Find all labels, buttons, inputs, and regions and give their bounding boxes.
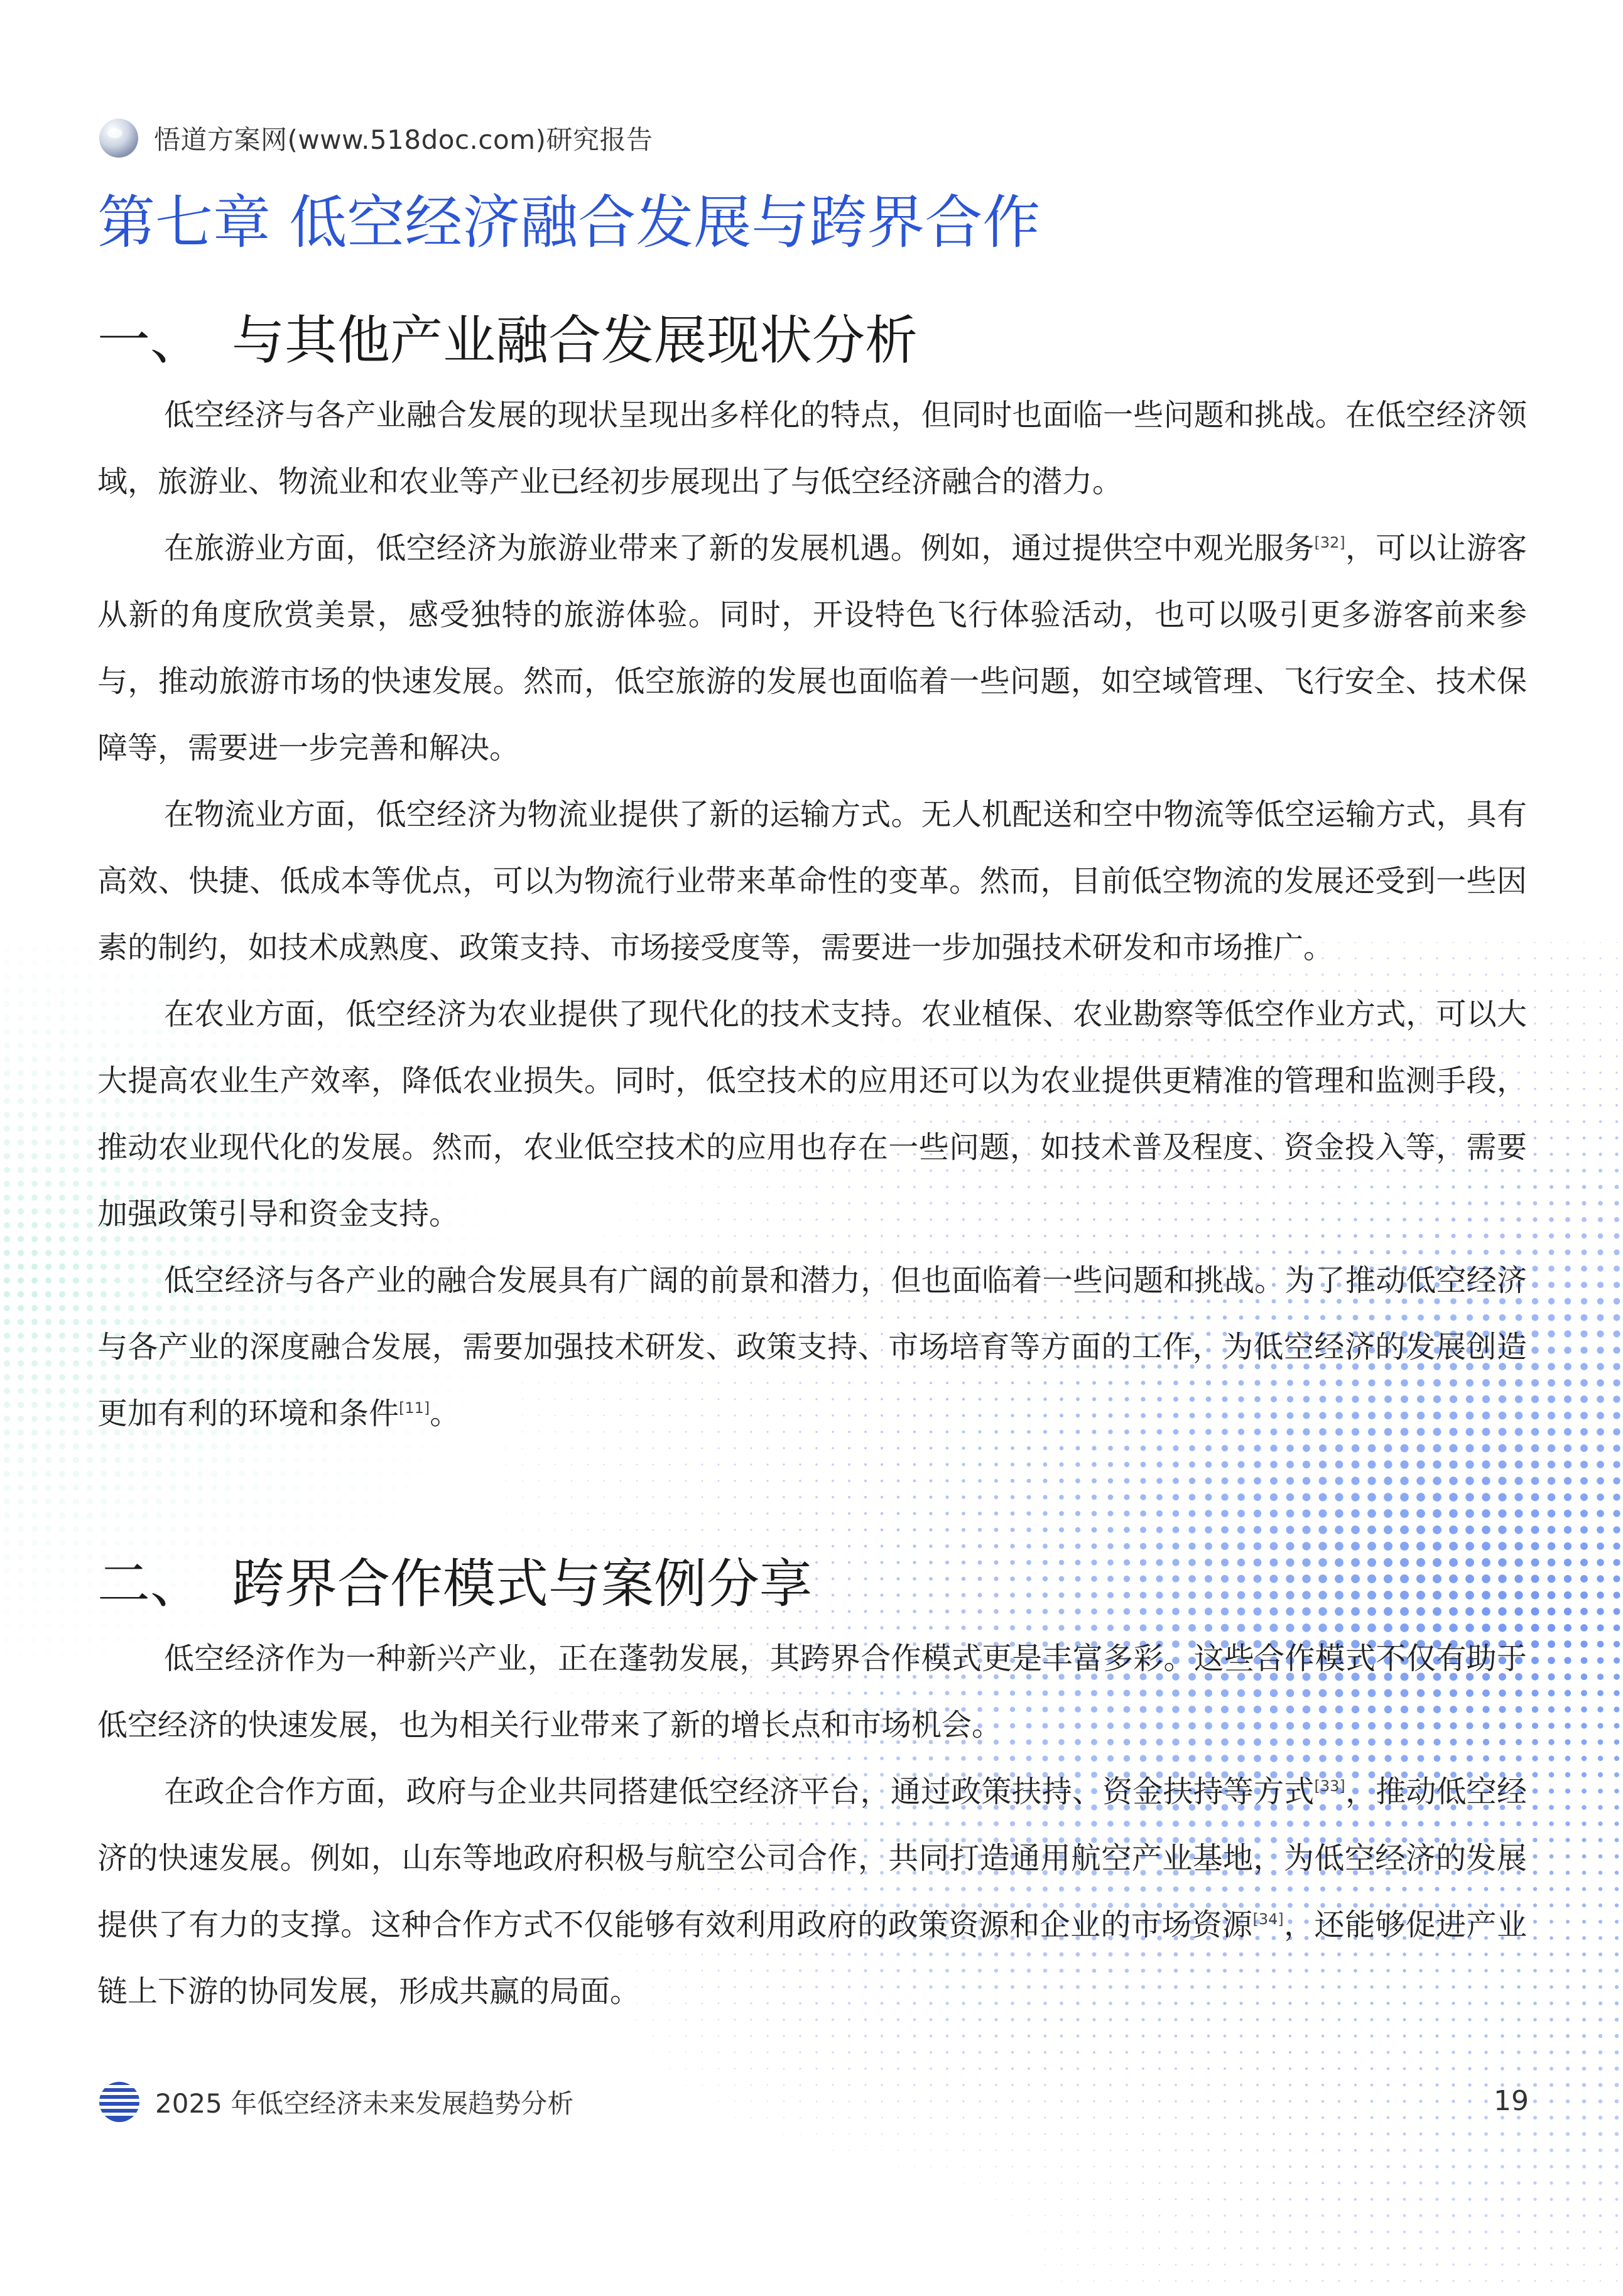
section-1-body (97, 382, 1527, 1447)
page-number: 19 (1494, 2085, 1529, 2117)
paragraph (97, 781, 1527, 981)
section-title-2 (97, 1546, 812, 1622)
section-number: 二、 (97, 1553, 204, 1615)
paragraph-text: 在旅游业方面，低空经济为旅游业带来了新的发展机遇。例如，通过提供空中观光服务 (164, 531, 1315, 566)
footer-report-title: 2025 年低空经济未来发展趋势分析 (155, 2088, 574, 2119)
report-footer (97, 2080, 573, 2124)
paragraph-text: 低空经济与各产业融合发展的现状呈现出多样化的特点，但同时也面临一些问题和挑战。在低空经济领域，旅游业、物流业和农业等产业已经初步展现出了与低空经济融合的潜力。 (97, 398, 1527, 499)
paragraph (97, 1758, 1527, 2025)
section-heading: 跨界合作模式与案例分享 (232, 1553, 813, 1615)
paragraph (97, 1625, 1527, 1758)
striped-globe-logo-icon (97, 2080, 141, 2124)
paragraph-text: 在农业方面，低空经济为农业提供了现代化的技术支持。农业植保、农业勘察等低空作业方式，可以大大提高农业生产效率，降低农业损失。同时，低空技术的应用还可以为农业提供更精准的管理和监测手段，推动农业现代化的发展。然而，农业低空技术的应用也存在一些问题，如技术普及程度、资金投入等，需要加强政策引导和资金支持。 (97, 997, 1527, 1232)
paragraph-text: ，还能够促进产业链上下游的协同发展，形成共赢的局面。 (97, 1907, 1527, 2009)
citation-mark: [32] (1314, 534, 1345, 551)
section-2-body (97, 1625, 1527, 2025)
paragraph-text: ，可以让游客从新的角度欣赏美景，感受独特的旅游体验。同时，开设特色飞行体验活动，也可以吸引更多游客前来参与，推动旅游市场的快速发展。然而，低空旅游的发展也面临着一些问题，如空域管理、飞行安全、技术保障等，需要进一步完善和解决。 (97, 531, 1527, 766)
report-header (97, 116, 653, 160)
citation-mark: [33] (1314, 1777, 1345, 1795)
paragraph (97, 981, 1527, 1247)
section-title-1 (97, 303, 918, 378)
paragraph-text: 。 (430, 1396, 460, 1431)
citation-mark: [11] (399, 1399, 430, 1417)
section-number: 一、 (97, 310, 204, 371)
paragraph-text: 在物流业方面，低空经济为物流业提供了新的运输方式。无人机配送和空中物流等低空运输方式，具有高效、快捷、低成本等优点，可以为物流行业带来革命性的变革。然而，目前低空物流的发展还受到一些因素的制约，如技术成熟度、政策支持、市场接受度等，需要进一步加强技术研发和市场推广。 (97, 797, 1527, 965)
paragraph-text: ，推动低空经济的快速发展。例如，山东等地政府积极与航空公司合作，共同打造通用航空产业基地，为低空经济的发展提供了有力的支撑。这种合作方式不仅能够有效利用政府的政策资源和企业的市场资源 (97, 1774, 1527, 1942)
paragraph-text: 低空经济作为一种新兴产业，正在蓬勃发展，其跨界合作模式更是丰富多彩。这些合作模式不仅有助于低空经济的快速发展，也为相关行业带来了新的增长点和市场机会。 (97, 1641, 1527, 1743)
paragraph (97, 382, 1527, 515)
paragraph-text: 低空经济与各产业的融合发展具有广阔的前景和潜力，但也面临着一些问题和挑战。为了推动低空经济与各产业的深度融合发展，需要加强技术研发、政策支持、市场培育等方面的工作，为低空经济的发展创造更加有利的环境和条件 (97, 1263, 1527, 1431)
header-source-text: 悟道方案网(www.518doc.com)研究报告 (154, 124, 653, 155)
paragraph-text: 在政企合作方面，政府与企业共同搭建低空经济平台，通过政策扶持、资金扶持等方式 (164, 1774, 1315, 1809)
section-heading: 与其他产业融合发展现状分析 (232, 310, 918, 371)
chapter-title: 第七章 低空经济融合发展与跨界合作 (97, 189, 1041, 256)
globe-logo-icon (97, 117, 140, 160)
paragraph (97, 515, 1527, 781)
citation-mark: [34] (1252, 1910, 1284, 1928)
paragraph (97, 1247, 1527, 1447)
